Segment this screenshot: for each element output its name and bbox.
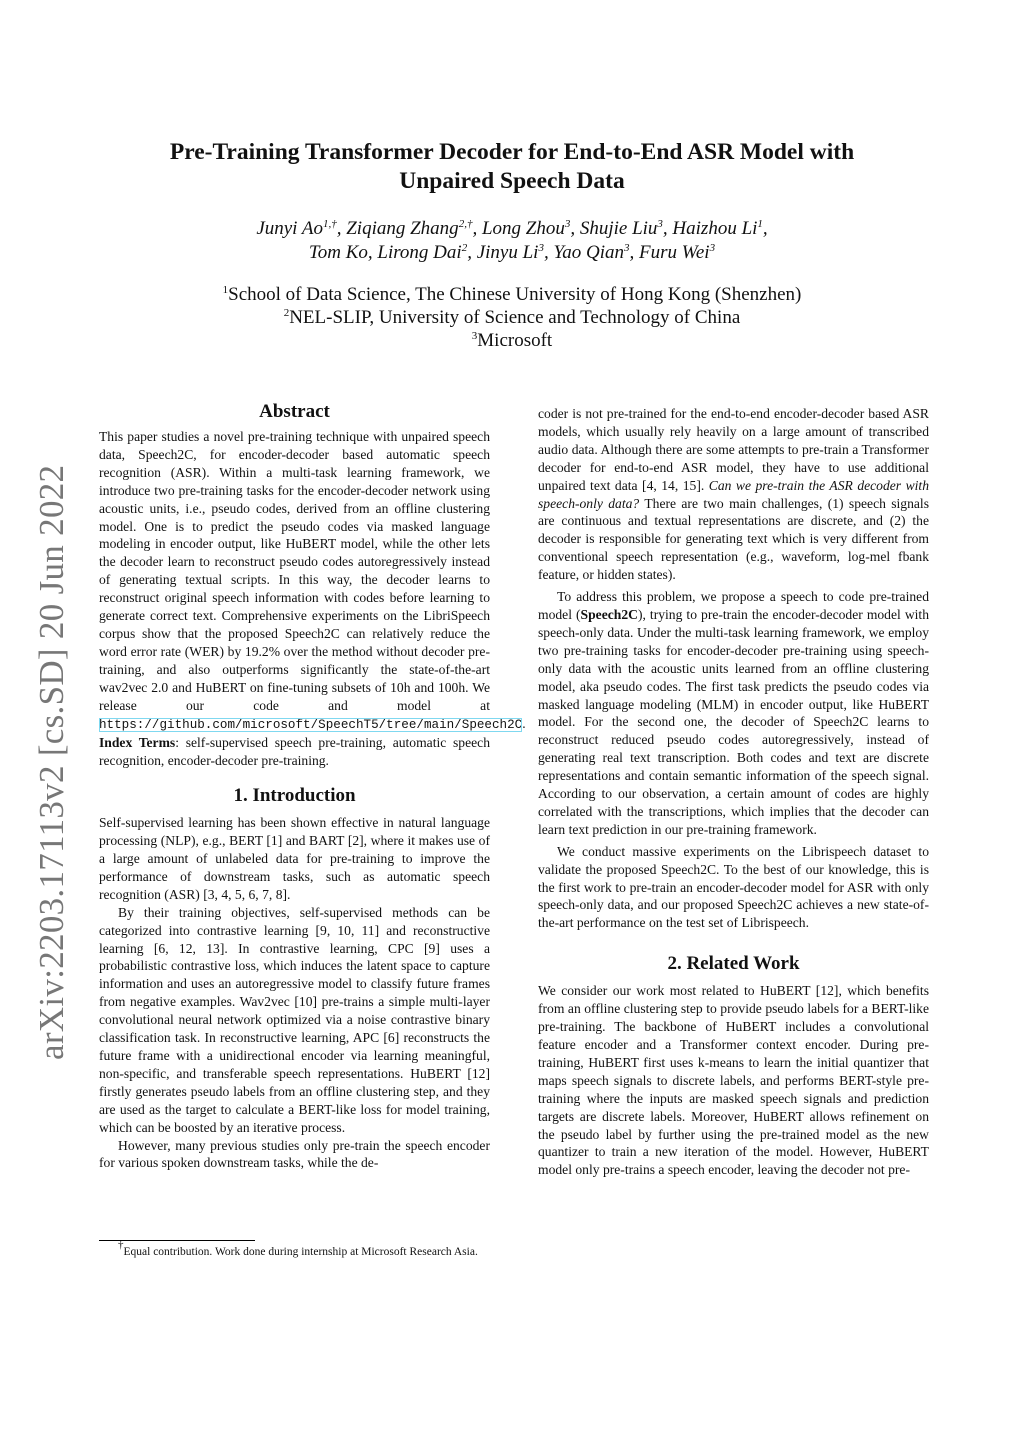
- intro-paragraph: coder is not pre-trained for the end-to-end encoder-decoder based ASR models, which usually rely heavily on a large amount of transcribed audio data. Although there are some attempts to pre-train a Transformer decoder for end-to-end ASR model, they have to use additional unpaired text data [4, 14, 15]. Can we pre-train the ASR decoder with speech-only data? There are two main challenges, (1) speech signals are continuous and textual representations are discrete, and (2) the decoder is responsible for generating text which is very different from conventional speech representation (e.g., waveform, log-mel fbank feature, or hidden states).: [538, 406, 930, 583]
- title-line-1: Pre-Training Transformer Decoder for End-to-End ASR Model with: [169, 139, 855, 165]
- related-paragraph: We consider our work most related to HuBERT [12], which benefits from an offline clustering step to provide pseudo labels for a BERT-like pre-training. The backbone of HuBERT includes a convolutional feature encoder and a Transformer context encoder. During pre-training, HuBERT first uses k-means to learn the initial quantizer that maps speech signals to discrete labels, and performs BERT-style pre-training where the inputs are masked speech signals and prediction targets are discrete labels. Moreover, HuBERT allows refinement on the pseudo label by further using the pre-trained model as the new quantizer to train a new iteration of the model. However, HuBERT model only pre-trains a speech encoder, leaving the decoder not pre-: [538, 983, 929, 1178]
- abstract-text: This paper studies a novel pre-training technique with unpaired speech data, Speech2C, for encoder-decoder based automatic speech recognition (ASR). Within a multi-task learning framework, we introduce two pre-training tasks for the encoder-decoder network using acoustic units, i.e., pseudo codes, derived from an offline clustering model. One is to predict the pseudo codes via masked language modeling in encoder output, like HuBERT model, while the other lets the decoder learn to reconstruct pseudo codes autoregressively instead of generating textual scripts. In this way, the decoder learns to reconstruct original speech information with codes before learning to generate correct text. Comprehensive experiments on the LibriSpeech corpus show that the proposed Speech2C can relatively reduce the word error rate (WER) by 19.2% over the method without decoder pre-training, and also outperforms significantly the state-of-the-art wav2vec 2.0 and HuBERT on fine-tuning subsets of 10h and 100h. We release our code and model at https://github.com/microsoft/SpeechT5/tree/main/Speech2C.: [99, 429, 526, 732]
- affiliation-list: [100, 283, 924, 352]
- index-terms: Index Terms: self-supervised speech pre-training, automatic speech recognition, encoder-decoder pre-training.: [99, 735, 490, 769]
- arxiv-identifier[interactable]: arXiv:2203.17113v2 [cs.SD] 20 Jun 2022: [32, 464, 71, 1060]
- intro-paragraph: By their training objectives, self-supervised methods can be categorized into contrastive learning [9, 10, 11] and reconstructive learning [6, 12, 13]. In contrastive learning, CPC [9] uses a probabilistic contrastive loss, which induces the latent space to capture information and uses an autoregressive model to classify future frames from negative examples. Wav2vec [10] pre-trains a simple multi-layer convolutional neural network optimized via a noise contrastive binary classification task. In reconstructive learning, APC [6] reconstructs the future frame with a unidirectional encoder via learning meaningful, non-specific, and transferable speech representations. HuBERT [12] firstly generates pseudo labels from an offline clustering step, and they are used as the target to calculate a BERT-like loss for model training, which can be boosted by an iterative process.: [99, 904, 490, 1135]
- author-name: Ziqiang Zhang: [346, 218, 459, 239]
- intro-paragraph: Self-supervised learning has been shown effective in natural language processing (NLP), e.g., BERT [1] and BART [2], where it makes use of a large amount of unlabeled data for pre-training to improve the performance of downstream tasks, such as automatic speech recognition (ASR) [3, 4, 5, 6, 7, 8].: [99, 815, 490, 902]
- intro-paragraph: However, many previous studies only pre-train the speech encoder for various spoken downstream tasks, while the de-: [99, 1137, 490, 1171]
- research-question: Can we pre-train the ASR decoder with speech-only data?: [538, 477, 930, 511]
- affiliation: $^1$School of Data Science, The Chinese University of Hong Kong (Shenzhen): [222, 284, 802, 305]
- author-name: Tom Ko: [308, 242, 368, 263]
- related-work-heading: 2. Related Work: [667, 953, 800, 975]
- author-name: Lirong Dai: [377, 242, 462, 263]
- affiliation: $^2$NEL-SLIP, University of Science and Technology of China: [283, 307, 741, 328]
- introduction-heading: 1. Introduction: [233, 785, 356, 807]
- author-name: Haizhou Li: [672, 218, 758, 239]
- author-name: Junyi Ao: [256, 218, 323, 239]
- right-column: [538, 405, 929, 1179]
- author-line-2: Tom Ko, Lirong Dai$^2$, Jinyu Li$^3$, Yao Qian$^3$, Furu Wei$^3$: [308, 242, 716, 263]
- intro-paragraph: We conduct massive experiments on the Librispeech dataset to validate the proposed Speech2C. To the best of our knowledge, this is the first work to pre-train an encoder-decoder model for ASR with only speech-only data, and our proposed Speech2C achieves a new state-of-the-art performance on the test set of Librispeech.: [538, 843, 929, 931]
- abstract-heading: Abstract: [259, 401, 330, 422]
- author-name: Long Zhou: [481, 218, 565, 239]
- author-name: Jinyu Li: [476, 242, 539, 263]
- author-name: Shujie Liu: [579, 218, 658, 239]
- footnote: †Equal contribution. Work done during internship at Microsoft Research Asia.: [99, 1240, 490, 1260]
- intro-paragraph: To address this problem, we propose a speech to code pre-trained model (Speech2C), trying to pre-train the encoder-decoder model with speech-only data. Under the multi-task learning framework, we employ two pre-training tasks for encoder-decoder pre-training using speech-only data with the acoustic units learned from an offline clustering model, aka pseudo codes. The first task predicts the pseudo codes via masked language modeling (MLM) in encoder output, like HuBERT model. For the second one, the decoder of Speech2C learns to reconstruct reduced pseudo codes autoregressively, instead of generating real text transcription. Both codes and text are discrete representations and contain semantic information of the speech signal. According to our observation, a certain amount of codes are highly correlated with the transcriptions, which implies that the decoder can learn text prediction in our pre-training framework.: [538, 589, 929, 837]
- paper-title: [100, 138, 924, 196]
- left-column: [99, 400, 526, 1172]
- author-list: [100, 217, 924, 265]
- author-line-1: Junyi $Ao^{1,\dagger}$, Ziqiang Zhang$^{2,\dagger}$, Long Zhou$^3$, Shujie Liu$^3$, Haizhou Li$^1$,: [256, 218, 768, 239]
- code-link[interactable]: https://github.com/microsoft/SpeechT5/tree/main/Speech2C: [99, 717, 523, 732]
- author-name: Furu Wei: [639, 242, 710, 263]
- title-line-2: Unpaired Speech Data: [399, 168, 625, 194]
- affiliation: $^3$Microsoft: [471, 330, 553, 351]
- author-name: Yao Qian: [553, 242, 625, 263]
